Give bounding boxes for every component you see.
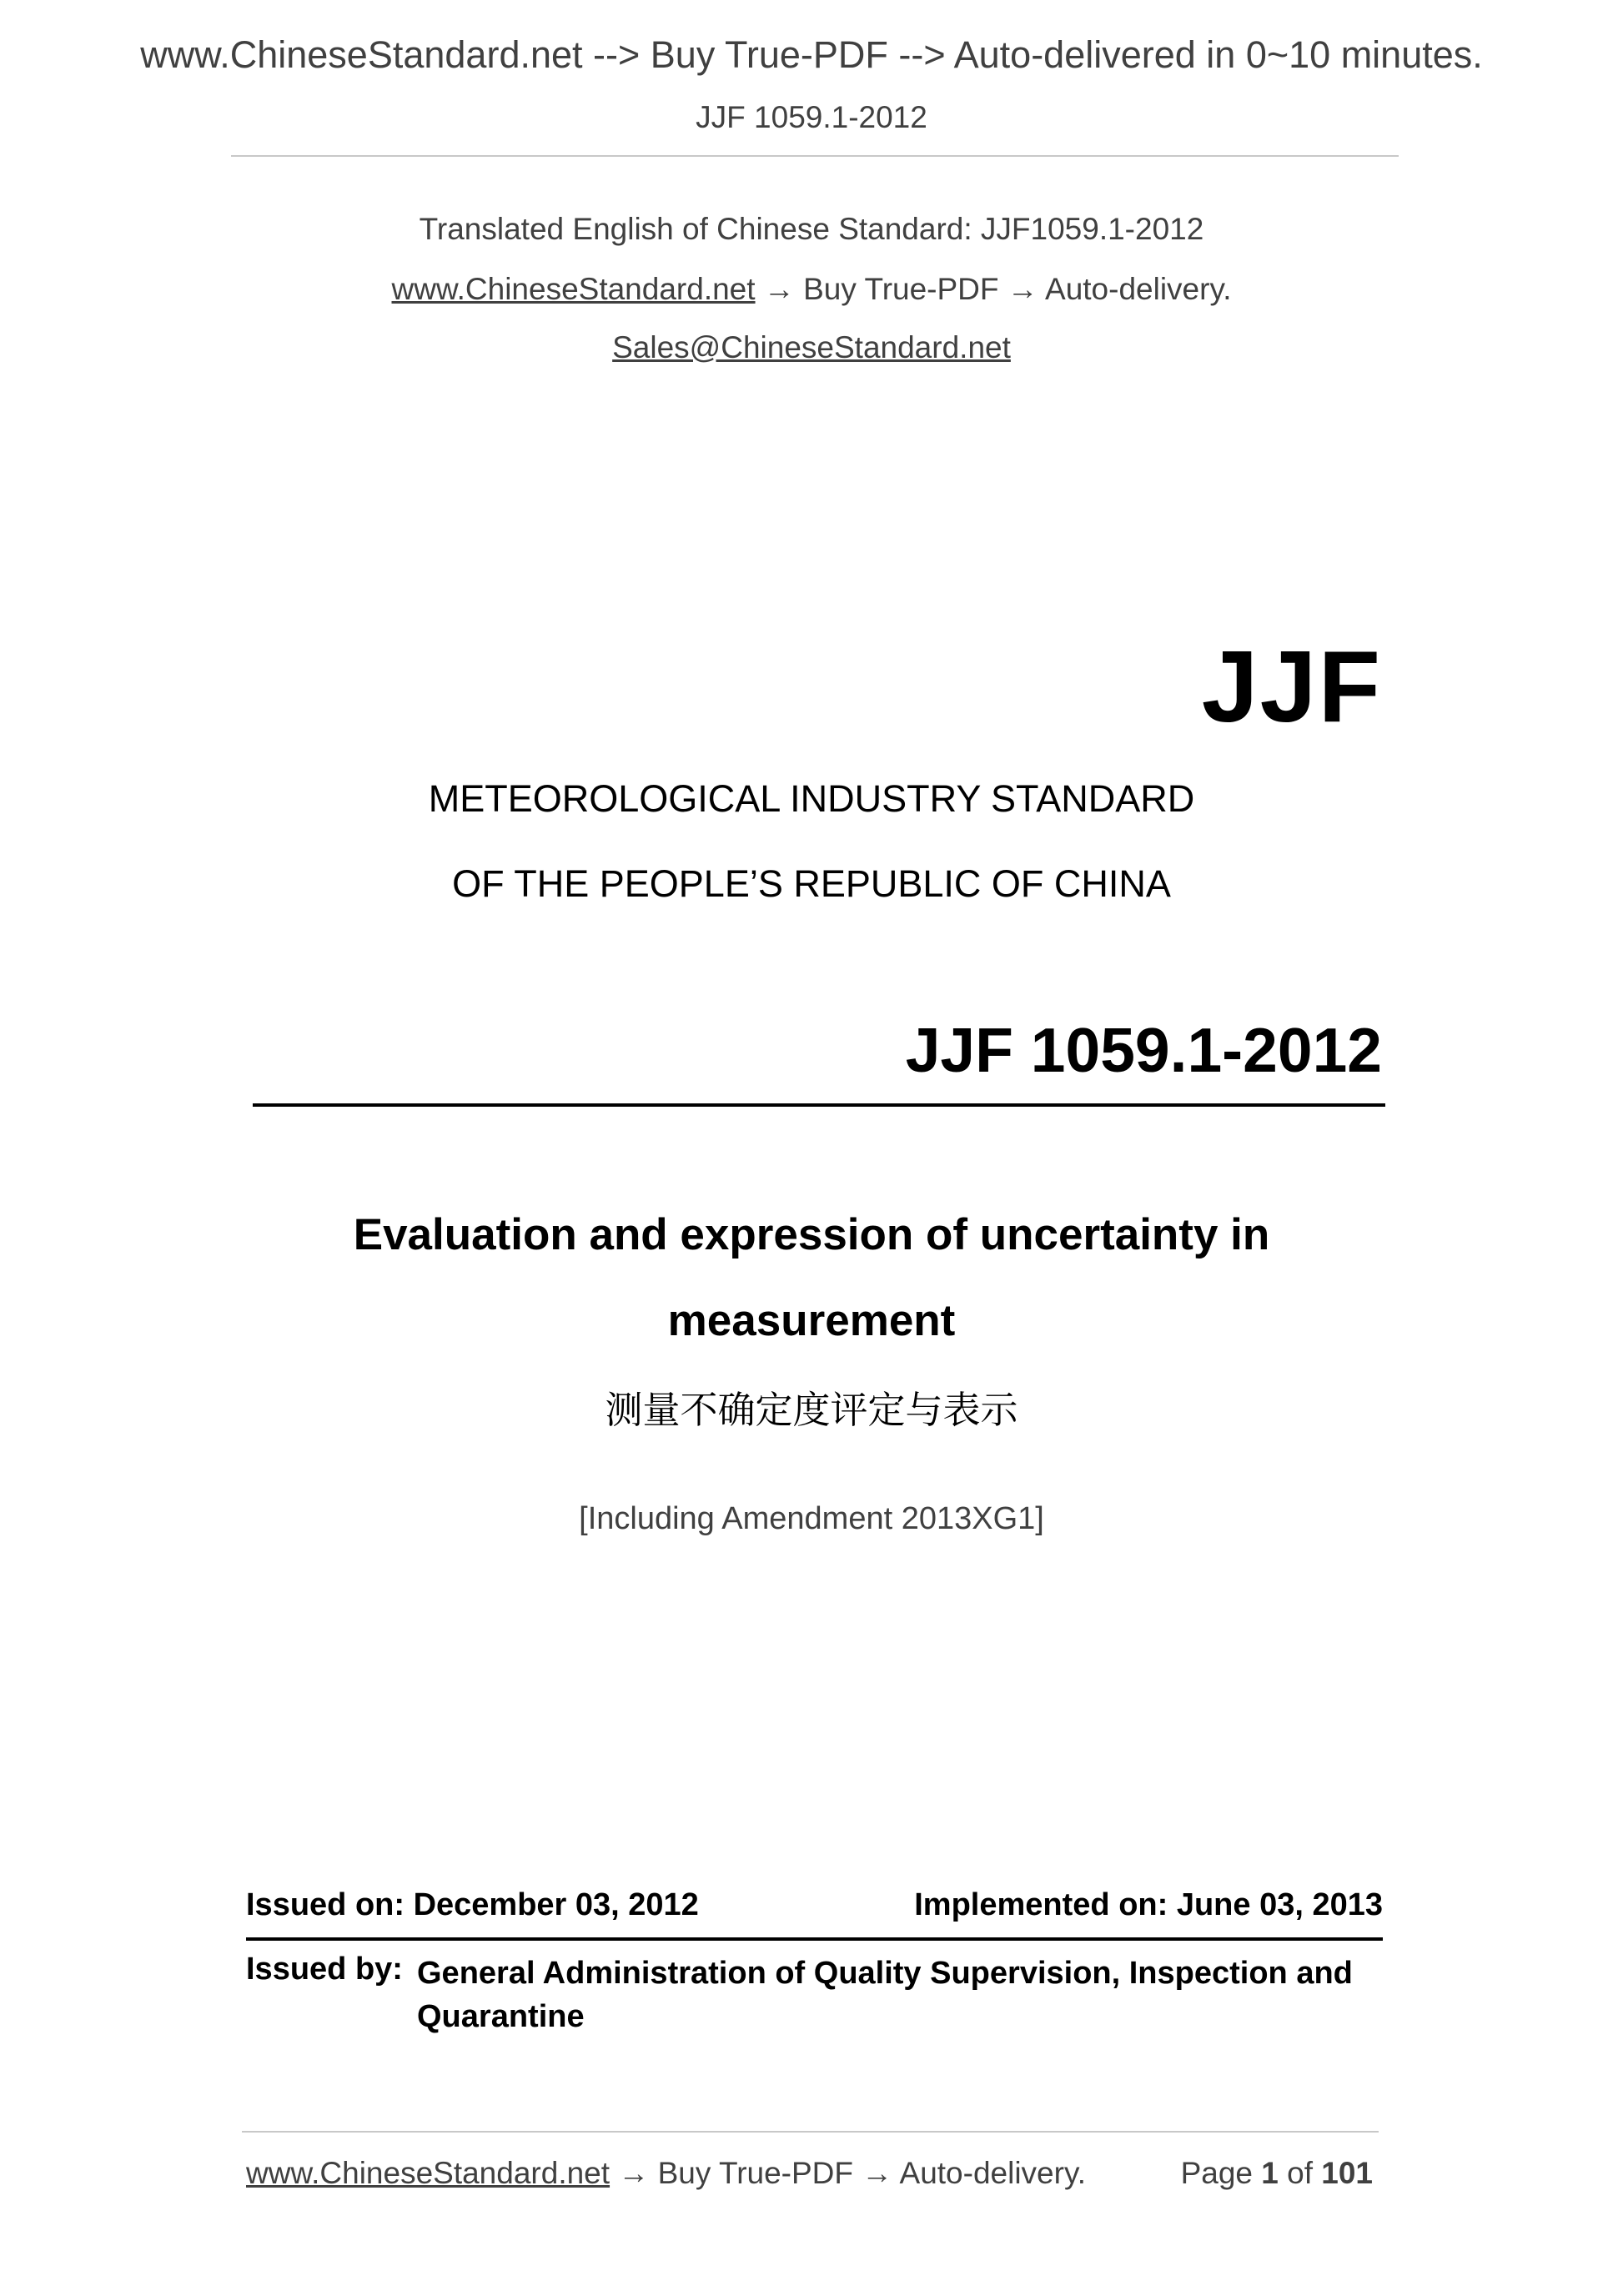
footer-site-link[interactable]: www.ChineseStandard.net bbox=[246, 2156, 611, 2190]
issue-divider bbox=[246, 1937, 1383, 1941]
title-line2: measurement bbox=[667, 1296, 956, 1345]
jjf-logo: JJF bbox=[1201, 630, 1382, 743]
sales-email-link[interactable]: Sales@ChineseStandard.net bbox=[612, 330, 1011, 364]
standard-number: JJF 1059.1-2012 bbox=[905, 1015, 1382, 1085]
title-chinese: 测量不确定度评定与表示 bbox=[605, 1388, 1018, 1432]
top-banner: www.ChineseStandard.net --> Buy True-PDF --> Auto-delivered in 0~10 minutes. bbox=[140, 33, 1483, 76]
industry-standard-line1: METEOROLOGICAL INDUSTRY STANDARD bbox=[428, 777, 1195, 820]
footer-site-rest: → Buy True-PDF → Auto-delivery. bbox=[610, 2156, 1086, 2190]
site-link[interactable]: www.ChineseStandard.net bbox=[391, 272, 756, 306]
site-link-rest: → Buy True-PDF → Auto-delivery. bbox=[755, 272, 1232, 306]
translated-note: Translated English of Chinese Standard: JJF1059.1-2012 bbox=[419, 212, 1204, 246]
standard-number-rule bbox=[253, 1103, 1385, 1107]
issued-on-date: Issued on: December 03, 2012 bbox=[246, 1887, 699, 1922]
page-current: 1 bbox=[1261, 2156, 1279, 2190]
page-of: of bbox=[1287, 2156, 1313, 2190]
site-link-line bbox=[0, 272, 1623, 307]
page-indicator bbox=[1181, 2156, 1373, 2191]
issued-by-value: General Administration of Quality Supervision, Inspection and Quarantine bbox=[417, 1956, 1353, 2034]
issued-by-label: Issued by: bbox=[246, 1952, 403, 1987]
footer-link-line bbox=[246, 2156, 1086, 2191]
amendment-note: [Including Amendment 2013XG1] bbox=[579, 1501, 1044, 1536]
implemented-on-date: Implemented on: June 03, 2013 bbox=[914, 1887, 1383, 1922]
industry-standard-line2: OF THE PEOPLE’S REPUBLIC OF CHINA bbox=[452, 862, 1171, 905]
title-line1: Evaluation and expression of uncertainty in bbox=[353, 1210, 1270, 1259]
header-divider bbox=[231, 155, 1399, 157]
footer-divider bbox=[242, 2131, 1379, 2133]
page-label: Page bbox=[1180, 2156, 1253, 2190]
header-standard-code: JJF 1059.1-2012 bbox=[696, 100, 927, 134]
page-total: 101 bbox=[1321, 2156, 1373, 2190]
